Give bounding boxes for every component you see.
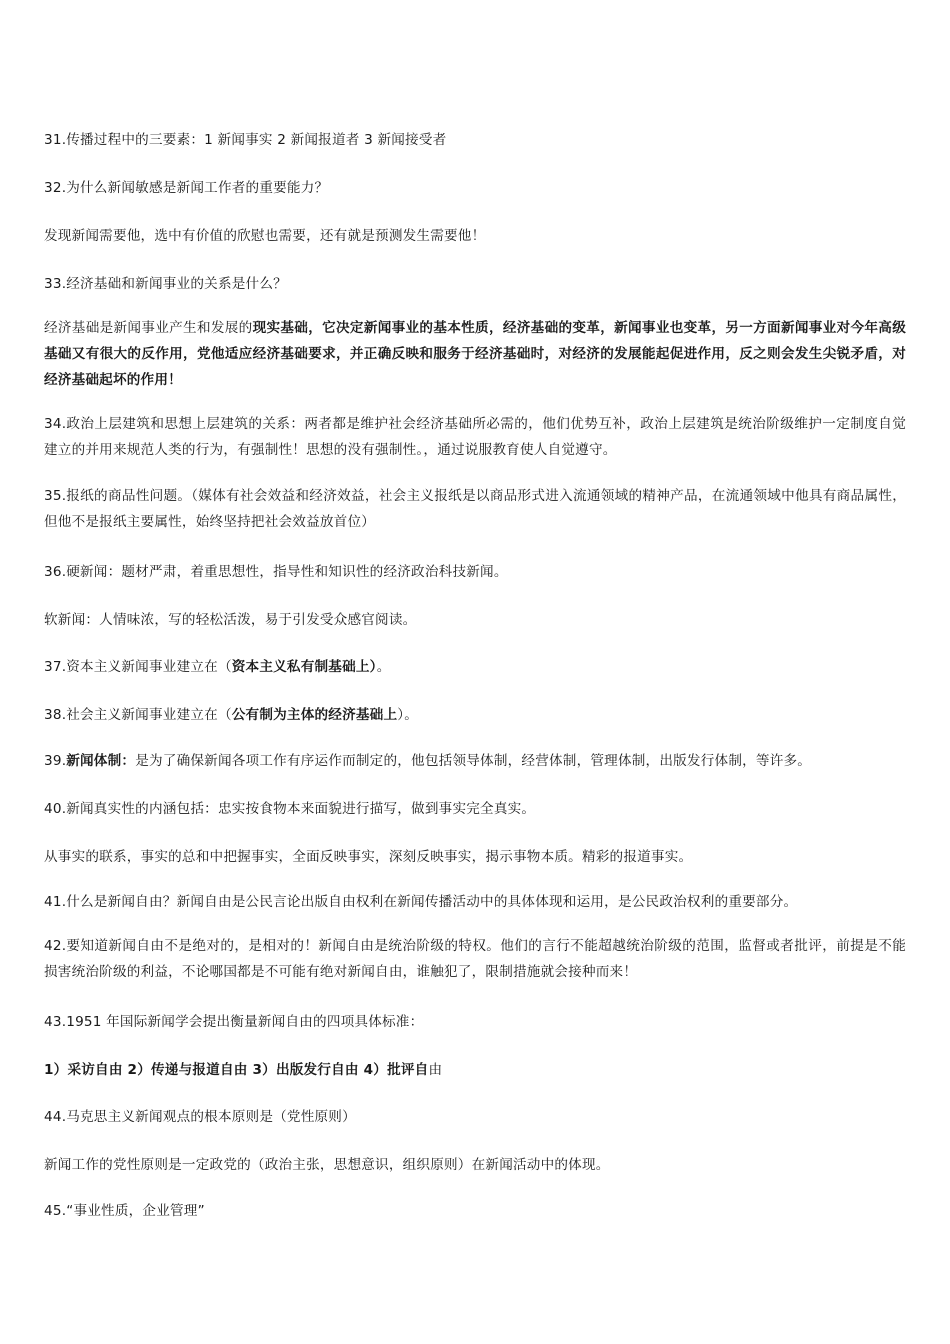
item-39	[44, 749, 906, 769]
item-39-text: 是为了确保新闻各项工作有序运作而制定的，他包括领导体制，经营体制，管理体制，出版发行体制，等许多。	[135, 753, 812, 769]
item-42: 42.要知道新闻自由不是绝对的，是相对的！新闻自由是统治阶级的特权。他们的言行不能超越统治阶级的范围，监督或者批评，前提是不能损害统治阶级的利益，不论哪国都是不可能有绝对新闻自由，谁触犯了，限制措施就会接种而来！	[44, 938, 906, 980]
item-40: 40.新闻真实性的内涵包括：忠实按食物本来面貌进行描写，做到事实完全真实。	[44, 801, 536, 817]
item-38-end: ）。	[397, 707, 419, 723]
item-34: 34.政治上层建筑和思想上层建筑的关系：两者都是维护社会经济基础所必需的，他们优势互补，政治上层建筑是统治阶级维护一定制度自觉建立的并用来规范人类的行为，有强制性！思想的没有强制性。，通过说服教育使人自觉遵守。	[44, 416, 906, 458]
item-43: 43.1951 年国际新闻学会提出衡量新闻自由的四项具体标准：	[44, 1014, 424, 1030]
item-43-list	[44, 1058, 906, 1078]
item-39-bold: 新闻体制：	[66, 753, 136, 769]
item-33-answer	[44, 315, 906, 393]
item-31: 31.传播过程中的三要素：1 新闻事实 2 新闻报道者 3 新闻接受者	[44, 132, 447, 148]
item-37-bold: 资本主义私有制基础上）	[231, 659, 377, 675]
item-41: 41.什么是新闻自由？新闻自由是公民言论出版自由权利在新闻传播活动中的具体体现和运用，是公民政治权利的重要部分。	[44, 894, 798, 910]
item-44-extra: 新闻工作的党性原则是一定政党的（政治主张，思想意识，组织原则）在新闻活动中的体现。	[44, 1157, 610, 1173]
item-38-bold: 公有制为主体的经济基础上	[231, 707, 398, 723]
item-45: 45.“事业性质，企业管理”	[44, 1203, 205, 1219]
item-37-text: 37.资本主义新闻事业建立在（	[44, 659, 232, 675]
item-37	[44, 655, 906, 675]
item-36: 36.硬新闻：题材严肃，着重思想性，指导性和知识性的经济政治科技新闻。	[44, 564, 508, 580]
item-33-question: 33.经济基础和新闻事业的关系是什么？	[44, 276, 287, 292]
item-33-answer-bold: 现实基础，它决定新闻事业的基本性质，经济基础的变革，新闻事业也变革，另一方面新闻事业对今年高级基础又有很大的反作用，党他适应经济基础要求，并正确反映和服务于经济基础时，对经济的发展能起促进作用，反之则会发生尖锐矛盾，对经济基础起坏的作用！	[44, 320, 906, 388]
item-43-list-end: 由	[428, 1062, 443, 1078]
item-32-answer: 发现新闻需要他，选中有价值的欣慰也需要，还有就是预测发生需要他！	[44, 228, 486, 244]
item-35: 35.报纸的商品性问题。（媒体有社会效益和经济效益，社会主义报纸是以商品形式进入流通领域的精神产品，在流通领域中他具有商品属性，但他不是报纸主要属性，始终坚持把社会效益放首位）	[44, 488, 906, 530]
item-38	[44, 703, 906, 723]
item-39-number: 39.	[44, 753, 67, 769]
item-38-text: 38.社会主义新闻事业建立在（	[44, 707, 232, 723]
item-37-end: 。	[376, 659, 391, 675]
item-33-answer-text: 经济基础是新闻事业产生和发展的	[44, 320, 253, 336]
item-40-extra: 从事实的联系，事实的总和中把握事实，全面反映事实，深刻反映事实，揭示事物本质。精彩的报道事实。	[44, 849, 693, 865]
item-43-list-bold: 1）采访自由 2）传递与报道自由 3）出版发行自由 4）批评自	[44, 1062, 429, 1078]
item-32-question: 32.为什么新闻敏感是新闻工作者的重要能力？	[44, 180, 329, 196]
item-36-soft: 软新闻：人情味浓，写的轻松活泼，易于引发受众感官阅读。	[44, 612, 417, 628]
item-44: 44.马克思主义新闻观点的根本原则是（党性原则）	[44, 1109, 356, 1125]
